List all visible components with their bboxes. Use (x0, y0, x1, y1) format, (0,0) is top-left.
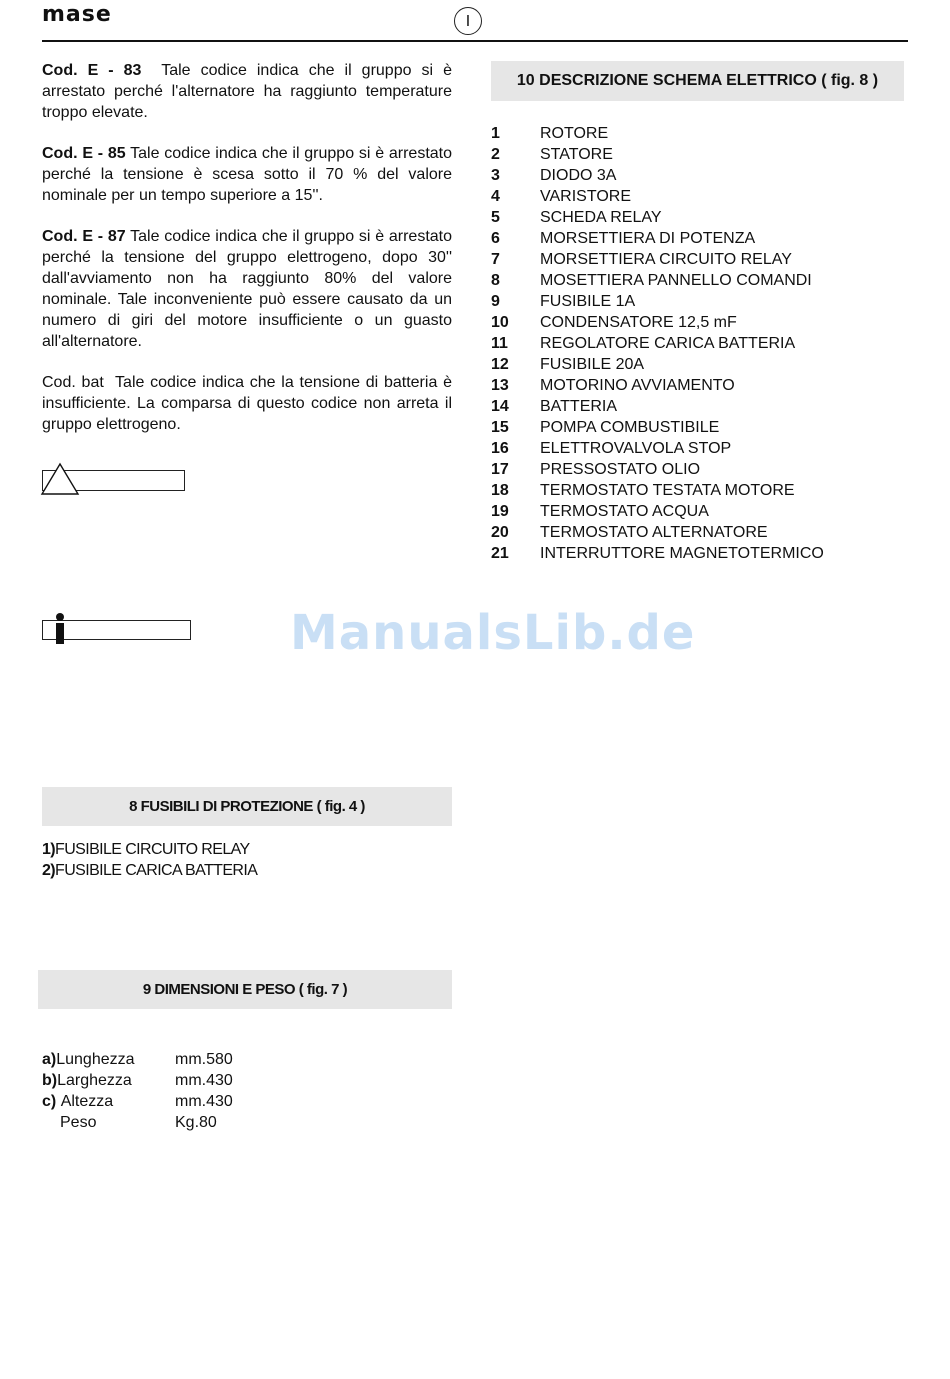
code-bat-paragraph (42, 372, 452, 435)
code-description: Tale codice indica che la tensione di batteria è insufficiente. La comparsa di questo codice non arreta il gruppo elettrogeno. (42, 374, 452, 433)
item-key: a) (42, 1051, 57, 1068)
legend-label: FUSIBILE 1A (540, 293, 636, 310)
legend-number: 2 (491, 146, 500, 163)
item-value: mm.580 (175, 1051, 233, 1068)
list-item (491, 459, 824, 480)
item-label: FUSIBILE CIRCUITO RELAY (55, 841, 250, 858)
list-item (491, 354, 824, 375)
code-label: Cod. E - 85 (42, 145, 126, 162)
list-item (491, 396, 824, 417)
legend-label: MORSETTIERA DI POTENZA (540, 230, 756, 247)
info-icon (52, 612, 68, 646)
list-item (491, 228, 824, 249)
list-item (42, 1091, 233, 1112)
fuse-list (42, 839, 257, 881)
legend-label: MOTORINO AVVIAMENTO (540, 377, 735, 394)
legend-label: TERMOSTATO ALTERNATORE (540, 524, 768, 541)
code-e83-paragraph (42, 60, 452, 123)
code-label: Cod. E - 83 (42, 62, 142, 79)
list-item (491, 186, 824, 207)
code-description: Tale codice indica che il gruppo si è arrestato perché la tensione è scesa sotto il 70 % del valore nominale per un tempo superiore a 15''. (42, 145, 453, 204)
item-label: Peso (60, 1114, 97, 1131)
legend-number: 14 (491, 398, 509, 415)
code-e85-paragraph (42, 143, 452, 206)
list-item (491, 333, 824, 354)
legend-label: CONDENSATORE 12,5 mF (540, 314, 737, 331)
legend-label: MOSETTIERA PANNELLO COMANDI (540, 272, 812, 289)
legend-label: INTERRUTTORE MAGNETOTERMICO (540, 545, 824, 562)
legend-number: 5 (491, 209, 500, 226)
item-label: Lunghezza (56, 1051, 135, 1068)
code-label: Cod. E - 87 (42, 228, 126, 245)
legend-number: 8 (491, 272, 500, 289)
legend-number: 7 (491, 251, 500, 268)
legend-label: TERMOSTATO TESTATA MOTORE (540, 482, 795, 499)
legend-number: 20 (491, 524, 509, 541)
legend-label: MORSETTIERA CIRCUITO RELAY (540, 251, 792, 268)
list-item (491, 417, 824, 438)
list-item (491, 291, 824, 312)
item-key: c) (42, 1093, 57, 1110)
legend-number: 3 (491, 167, 500, 184)
list-item (42, 1070, 233, 1091)
legend-number: 10 (491, 314, 509, 331)
item-label: Larghezza (57, 1072, 132, 1089)
list-item (42, 839, 257, 860)
list-item (491, 249, 824, 270)
legend-label: TERMOSTATO ACQUA (540, 503, 709, 520)
legend-number: 18 (491, 482, 509, 499)
legend-number: 15 (491, 419, 509, 436)
section-9-header: 9 DIMENSIONI E PESO ( fig. 7 ) (38, 970, 452, 1009)
code-label: Cod. bat (42, 374, 104, 391)
legend-label: VARISTORE (540, 188, 631, 205)
legend-label: REGOLATORE CARICA BATTERIA (540, 335, 796, 352)
item-value: mm.430 (175, 1072, 233, 1089)
list-item (491, 270, 824, 291)
list-item (491, 123, 824, 144)
legend-label: ELETTROVALVOLA STOP (540, 440, 732, 457)
item-key: 2) (42, 862, 56, 879)
language-badge: I (454, 7, 482, 35)
legend-label: FUSIBILE 20A (540, 356, 645, 373)
item-label: FUSIBILE CARICA BATTERIA (55, 862, 258, 879)
list-item (491, 144, 824, 165)
list-item (42, 860, 257, 881)
brand-logo: mase (42, 2, 112, 27)
legend-label: BATTERIA (540, 398, 618, 415)
list-item (491, 522, 824, 543)
legend-number: 9 (491, 293, 500, 310)
legend-number: 1 (491, 125, 500, 142)
legend-number: 19 (491, 503, 509, 520)
list-item (491, 438, 824, 459)
section-10-header: 10 DESCRIZIONE SCHEMA ELETTRICO ( fig. 8 ) (491, 61, 904, 101)
list-item (491, 543, 824, 564)
legend-number: 11 (491, 335, 508, 352)
legend-label: SCHEDA RELAY (540, 209, 662, 226)
legend-number: 4 (491, 188, 500, 205)
item-value: Kg.80 (175, 1114, 217, 1131)
list-item (491, 375, 824, 396)
item-key: b) (42, 1072, 58, 1089)
item-value: mm.430 (175, 1093, 233, 1110)
legend-label: DIODO 3A (540, 167, 617, 184)
legend-label: ROTORE (540, 125, 609, 142)
legend-label: POMPA COMBUSTIBILE (540, 419, 720, 436)
item-key: 1) (42, 841, 56, 858)
legend-number: 16 (491, 440, 509, 457)
header-rule (42, 40, 908, 42)
watermark-text: ManualsLib.de (290, 605, 696, 661)
item-label: Altezza (60, 1093, 114, 1110)
legend-number: 13 (491, 377, 509, 394)
list-item (491, 165, 824, 186)
list-item (491, 480, 824, 501)
electrical-legend-list (491, 123, 824, 564)
list-item (491, 501, 824, 522)
code-description: Tale codice indica che il gruppo si è arrestato perché l'alternatore ha raggiunto temperature troppo elevate. (42, 62, 453, 121)
code-description: Tale codice indica che il gruppo si è arrestato perché la tensione del gruppo elettrogeno, dopo 30'' dall'avviamento non ha raggiunto 80% del valore nominale. Tale inconveniente può essere causato da un numero di giri del motore insufficiente o un guasto all'alternatore. (42, 228, 453, 350)
warning-triangle-icon (40, 462, 80, 496)
list-item (491, 312, 824, 333)
list-item (42, 1049, 233, 1070)
legend-number: 21 (491, 545, 509, 562)
legend-number: 17 (491, 461, 509, 478)
legend-label: PRESSOSTATO OLIO (540, 461, 701, 478)
list-item (42, 1112, 233, 1133)
code-e87-paragraph (42, 226, 452, 352)
section-8-header: 8 FUSIBILI DI PROTEZIONE ( fig. 4 ) (42, 787, 452, 826)
list-item (491, 207, 824, 228)
legend-label: STATORE (540, 146, 613, 163)
legend-number: 12 (491, 356, 509, 373)
legend-number: 6 (491, 230, 500, 247)
dimensions-list (42, 1049, 233, 1133)
